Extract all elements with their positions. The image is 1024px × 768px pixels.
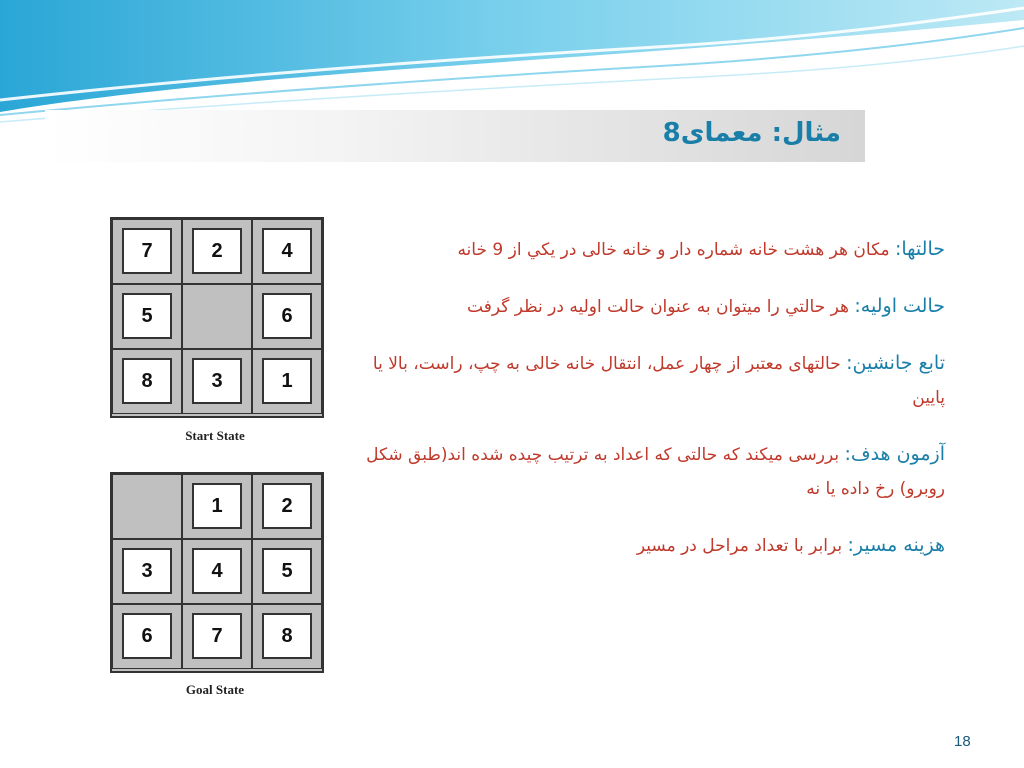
puzzle-tile: 4 — [192, 548, 242, 594]
puzzle-tile: 7 — [122, 228, 172, 274]
definitions-list — [360, 232, 945, 585]
definition-text: مکان هر هشت خانه شماره دار و خانه خالی در يکي از 9 خانه — [457, 240, 895, 260]
puzzle-cell — [112, 474, 182, 539]
definition-item — [360, 528, 945, 563]
puzzle-tile: 1 — [262, 358, 312, 404]
slide-title: مثال: معمای8 — [662, 118, 841, 148]
puzzle-cell — [182, 284, 252, 349]
puzzle-tile: 8 — [262, 613, 312, 659]
puzzle-tile: 5 — [262, 548, 312, 594]
puzzle-tile: 3 — [122, 548, 172, 594]
definition-label: تابع جانشین: — [846, 352, 945, 374]
definition-item — [360, 437, 945, 506]
puzzle-cell — [112, 284, 182, 349]
definition-item — [360, 289, 945, 324]
puzzle-tile: 6 — [122, 613, 172, 659]
start-state-caption: Start State — [185, 428, 245, 443]
puzzle-tile: 3 — [192, 358, 242, 404]
puzzle-tile: 2 — [262, 483, 312, 529]
puzzle-cell — [182, 349, 252, 414]
goal-state-caption: Goal State — [185, 682, 245, 697]
puzzle-cell — [252, 284, 322, 349]
puzzle-cell — [182, 604, 252, 669]
puzzle-tile: 2 — [192, 228, 242, 274]
puzzle-tile: 1 — [192, 483, 242, 529]
definition-label: آزمون هدف: — [844, 443, 945, 465]
definition-label: هزینه مسیر: — [847, 534, 945, 556]
definition-text: هر حالتي را میتوان به عنوان حالت اولیه در نظر گرفت — [467, 297, 855, 317]
puzzle-tile: 5 — [122, 293, 172, 339]
definition-item — [360, 346, 945, 415]
puzzle-cell — [252, 539, 322, 604]
puzzle-cell — [112, 219, 182, 284]
puzzle-cell — [252, 349, 322, 414]
definition-label: حالتها: — [894, 238, 945, 260]
puzzle-cell — [112, 539, 182, 604]
puzzle-tile: 8 — [122, 358, 172, 404]
goal-state-grid — [110, 472, 324, 673]
puzzle-cell — [112, 604, 182, 669]
puzzle-cell — [252, 604, 322, 669]
goal-state-puzzle — [100, 472, 350, 707]
definition-label: حالت اولیه: — [854, 295, 945, 317]
puzzle-tile: 7 — [192, 613, 242, 659]
puzzle-tile: 6 — [262, 293, 312, 339]
definition-text: حالتهای معتبر از چهار عمل، انتقال خانه خالی به چپ، راست، بالا یا پایین — [372, 354, 945, 408]
puzzle-cell — [182, 539, 252, 604]
puzzle-cell — [112, 349, 182, 414]
definition-text: بررسی میکند که حالتی که اعداد به ترتیب چیده شده اند(طبق شکل روبرو) رخ داده یا نه — [366, 445, 945, 499]
title-bar — [45, 110, 865, 162]
puzzle-cell — [252, 219, 322, 284]
definition-item — [360, 232, 945, 267]
start-state-grid — [110, 217, 324, 418]
definition-text: برابر با تعداد مراحل در مسیر — [636, 536, 848, 556]
puzzle-cell — [252, 474, 322, 539]
start-state-puzzle — [100, 217, 350, 452]
puzzle-cell — [182, 474, 252, 539]
puzzle-tile: 4 — [262, 228, 312, 274]
puzzle-cell — [182, 219, 252, 284]
slide-number: 18 — [954, 733, 971, 750]
